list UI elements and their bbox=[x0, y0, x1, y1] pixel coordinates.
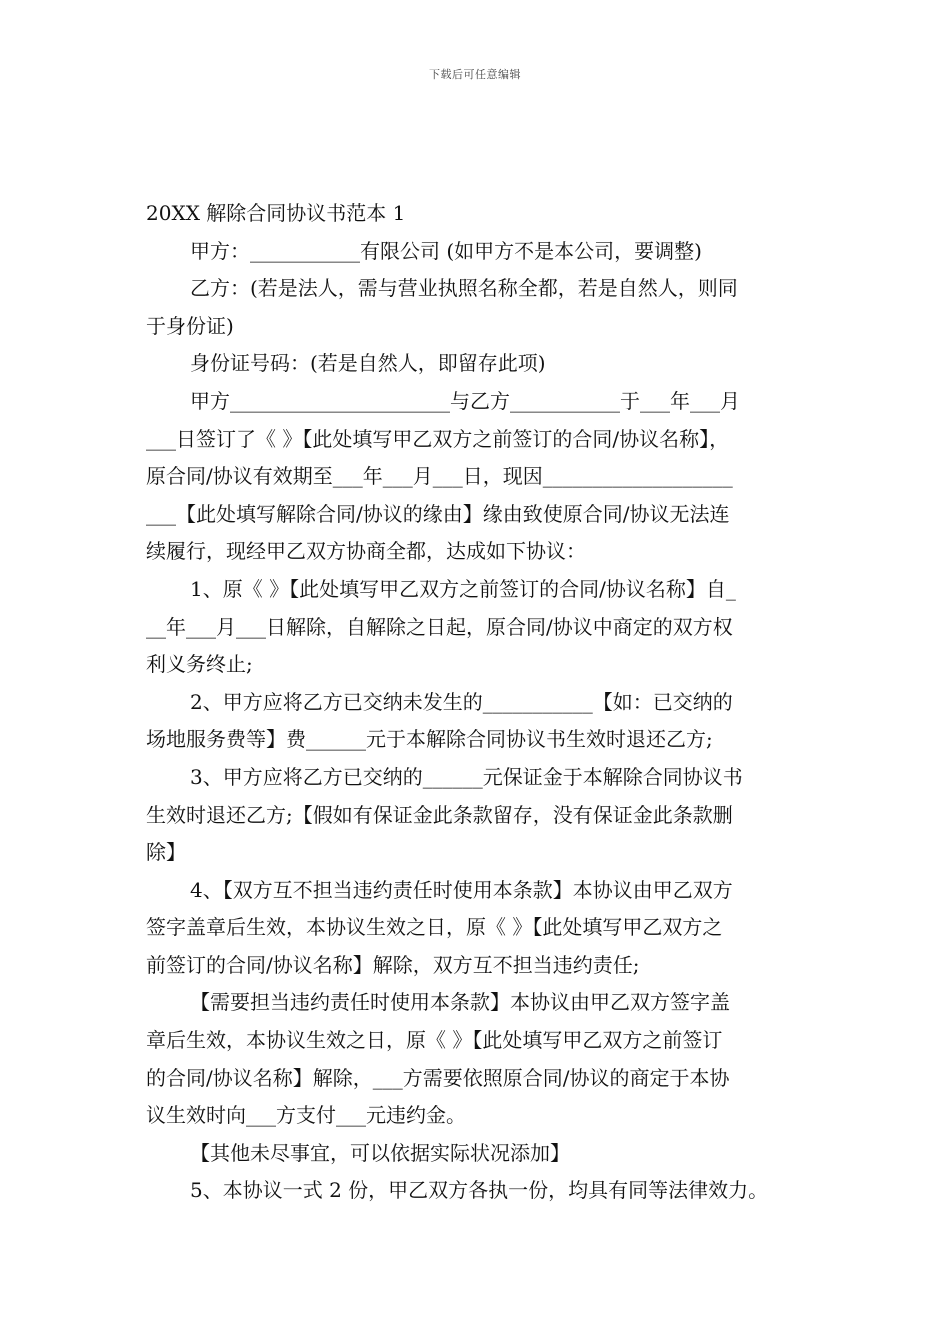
clause-1-line: 利义务终止; bbox=[146, 652, 253, 677]
clause-1-line: __年___月___日解除，自解除之日起，原合同/协议中商定的双方权 bbox=[146, 614, 733, 639]
page-header: 下载后可任意编辑 bbox=[429, 68, 521, 81]
party-a-line: 甲方：___________有限公司 (如甲方不是本公司，要调整) bbox=[190, 238, 702, 263]
clause-4-alt-line: 【需要担当违约责任时使用本条款】本协议由甲乙双方签字盖 bbox=[190, 990, 730, 1015]
clause-5-line: 5、本协议一式 2 份，甲乙双方各执一份，均具有同等法律效力。 bbox=[190, 1178, 769, 1203]
clause-4-alt-line: 的合同/协议名称】解除，___方需要依照原合同/协议的商定于本协 bbox=[146, 1065, 730, 1090]
intro-paragraph-line: ___【此处填写解除合同/协议的缘由】缘由致使原合同/协议无法连 bbox=[146, 501, 730, 526]
clause-4-alt-line: 章后生效，本协议生效之日，原《 》【此处填写甲乙双方之前签订 bbox=[146, 1028, 723, 1053]
other-matters-line: 【其他未尽事宜，可以依据实际状况添加】 bbox=[190, 1140, 570, 1165]
intro-paragraph-line: 原合同/协议有效期至___年___月___日，现因___________________ bbox=[146, 464, 733, 489]
intro-paragraph-line: 续履行，现经甲乙双方协商全都，达成如下协议： bbox=[146, 539, 586, 564]
document-title: 20XX 解除合同协议书范本 1 bbox=[146, 201, 406, 225]
intro-paragraph-line: ___日签订了《 》【此处填写甲乙双方之前签订的合同/协议名称】， bbox=[146, 426, 730, 451]
clause-3-line: 除】 bbox=[146, 840, 186, 865]
clause-3-line: 3、甲方应将乙方已交纳的______元保证金于本解除合同协议书 bbox=[190, 764, 743, 789]
clause-2-line: 场地服务费等】费______元于本解除合同协议书生效时退还乙方; bbox=[146, 727, 713, 752]
party-b-line-cont: 于身份证) bbox=[146, 313, 234, 338]
clause-1-line: 1、原《 》【此处填写甲乙双方之前签订的合同/协议名称】自_ bbox=[190, 576, 736, 601]
clause-4-line: 4、【双方互不担当违约责任时使用本条款】本协议由甲乙双方 bbox=[190, 877, 733, 902]
clause-2-line: 2、甲方应将乙方已交纳未发生的___________【如：已交纳的 bbox=[190, 689, 733, 714]
clause-4-line: 签字盖章后生效，本协议生效之日，原《 》【此处填写甲乙双方之 bbox=[146, 915, 723, 940]
clause-4-alt-line: 议生效时向___方支付___元违约金。 bbox=[146, 1103, 466, 1128]
intro-paragraph-line: 甲方______________________与乙方___________于___年___月 bbox=[190, 388, 740, 413]
document-body bbox=[146, 195, 816, 1210]
id-number-line: 身份证号码：(若是自然人，即留存此项) bbox=[190, 351, 546, 376]
clause-4-line: 前签订的合同/协议名称】解除，双方互不担当违约责任; bbox=[146, 952, 640, 977]
clause-3-line: 生效时退还乙方;【假如有保证金此条款留存，没有保证金此条款删 bbox=[146, 802, 733, 827]
party-b-line: 乙方：(若是法人，需与营业执照名称全都，若是自然人，则同 bbox=[190, 276, 738, 301]
